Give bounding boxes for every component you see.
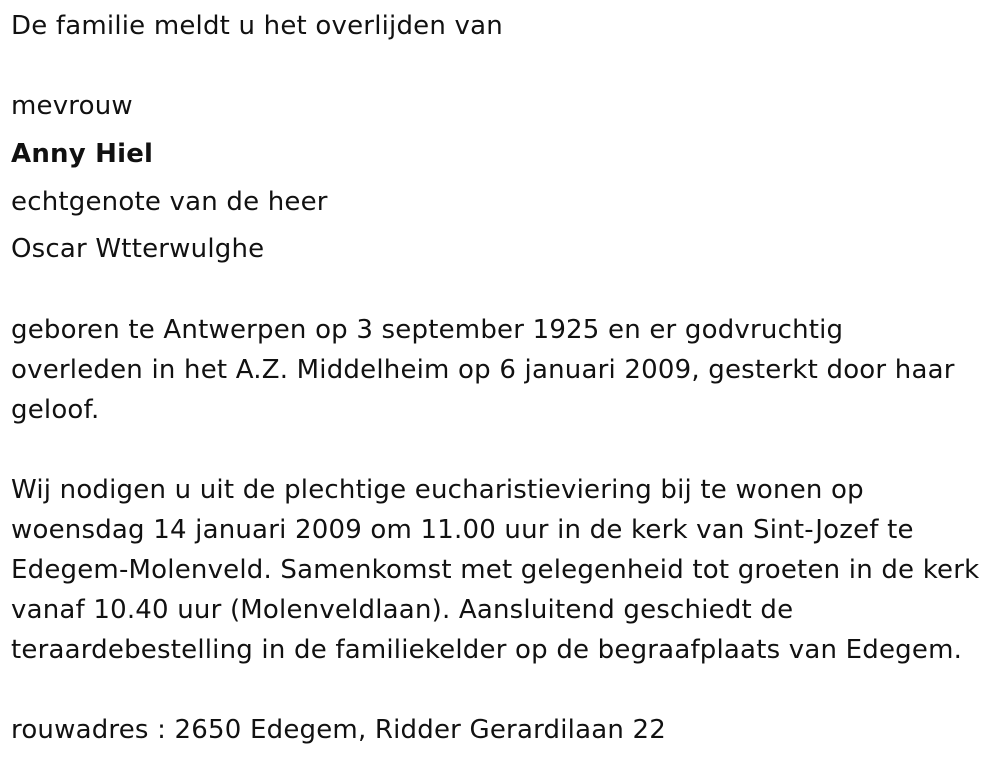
honorific: mevrouw [11, 91, 133, 121]
paragraph-line: Edegem-Molenveld. Samenkomst met gelegenheid tot groeten in de kerk [11, 555, 980, 585]
paragraph-line: woensdag 14 januari 2009 om 11.00 uur in de kerk van Sint-Jozef te [11, 515, 914, 545]
paragraph-line: vanaf 10.40 uur (Molenveldlaan). Aansluitend geschiedt de [11, 595, 794, 625]
paragraph-line: geloof. [11, 395, 100, 425]
paragraph-line: teraardebestelling in de familiekelder op de begraafplaats van Edegem. [11, 635, 963, 665]
birth-death-paragraph [11, 310, 996, 430]
intro-text: De familie meldt u het overlijden van [11, 11, 503, 41]
paragraph-line: Wij nodigen u uit de plechtige eucharistieviering bij te wonen op [11, 475, 864, 505]
relation-text: echtgenote van de heer [11, 187, 328, 217]
mourning-address: rouwadres : 2650 Edegem, Ridder Gerardilaan 22 [11, 715, 666, 745]
paragraph-line: overleden in het A.Z. Middelheim op 6 januari 2009, gesterkt door haar [11, 355, 955, 385]
spouse-name: Oscar Wtterwulghe [11, 234, 265, 264]
paragraph-line: geboren te Antwerpen op 3 september 1925 en er godvruchtig [11, 315, 844, 345]
service-paragraph [11, 470, 996, 670]
deceased-name: Anny Hiel [11, 139, 154, 169]
